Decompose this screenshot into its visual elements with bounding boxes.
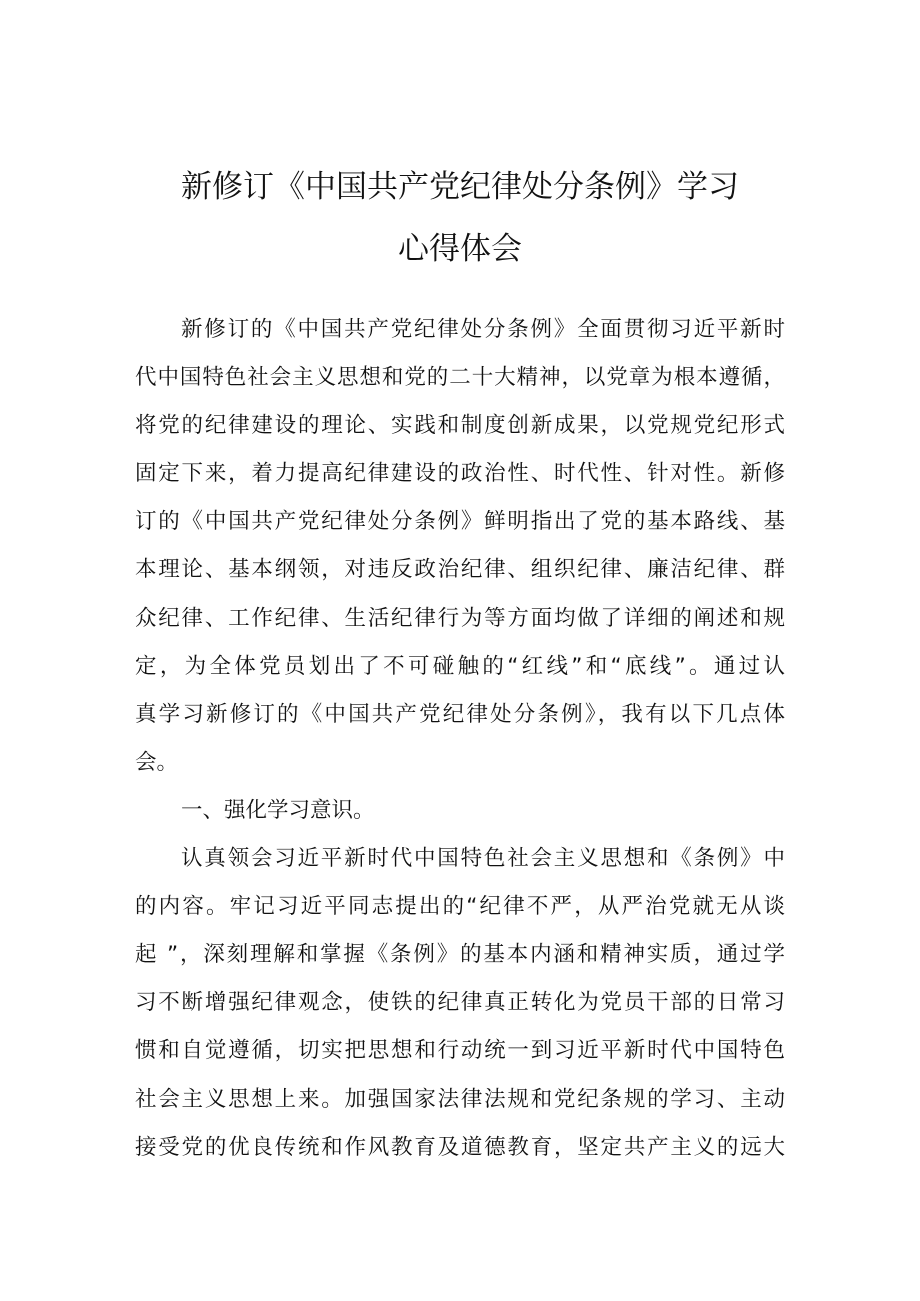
paragraph-line: 真学习新修订的《中国共产党纪律处分条例》，我有以下几点体 bbox=[135, 701, 785, 727]
paragraph-line: 起 ”，深刻理解和掌握《条例》的基本内涵和精神实质，通过学 bbox=[135, 942, 785, 968]
title-line-2: 心得体会 bbox=[398, 231, 522, 267]
paragraph-line: 习不断增强纪律观念，使铁的纪律真正转化为党员干部的日常习 bbox=[135, 990, 785, 1016]
paragraph-line: 固定下来，着力提高纪律建设的政治性、时代性、针对性。新修 bbox=[135, 461, 785, 487]
paragraph-line: 的内容。牢记习近平同志提出的“纪律不严，从严治党就无从谈 bbox=[135, 894, 785, 920]
document-title bbox=[120, 156, 800, 280]
paragraph-line: 新修订的《中国共产党纪律处分条例》全面贯彻习近平新时 bbox=[181, 317, 785, 342]
paragraph-line: 认真领会习近平新时代中国特色社会主义思想和《条例》中 bbox=[181, 846, 785, 872]
paragraph-line: 将党的纪律建设的理论、实践和制度创新成果，以党规党纪形式 bbox=[135, 413, 785, 439]
document-body bbox=[135, 306, 785, 1172]
paragraph-line: 众纪律、工作纪律、生活纪律行为等方面均做了详细的阐述和规 bbox=[135, 605, 785, 631]
section-heading: 一、强化学习意识。 bbox=[181, 797, 375, 823]
title-line-1: 新修订《中国共产党纪律处分条例》学习 bbox=[181, 169, 739, 205]
paragraph-line: 代中国特色社会主义思想和党的二十大精神，以党章为根本遵循， bbox=[135, 365, 785, 391]
paragraph-line: 社会主义思想上来。加强国家法律法规和党纪条规的学习、主动 bbox=[135, 1086, 785, 1112]
paragraph-line: 订的《中国共产党纪律处分条例》鲜明指出了党的基本路线、基 bbox=[135, 509, 785, 535]
paragraph-line: 接受党的优良传统和作风教育及道德教育，坚定共产主义的远大 bbox=[135, 1134, 785, 1160]
paragraph-line: 定，为全体党员划出了不可碰触的“红线”和“底线”。通过认 bbox=[135, 653, 785, 679]
paragraph-line: 惯和自觉遵循，切实把思想和行动统一到习近平新时代中国特色 bbox=[135, 1038, 785, 1064]
paragraph-line: 本理论、基本纲领，对违反政治纪律、组织纪律、廉洁纪律、群 bbox=[135, 557, 785, 583]
paragraph-line: 会。 bbox=[135, 749, 179, 775]
